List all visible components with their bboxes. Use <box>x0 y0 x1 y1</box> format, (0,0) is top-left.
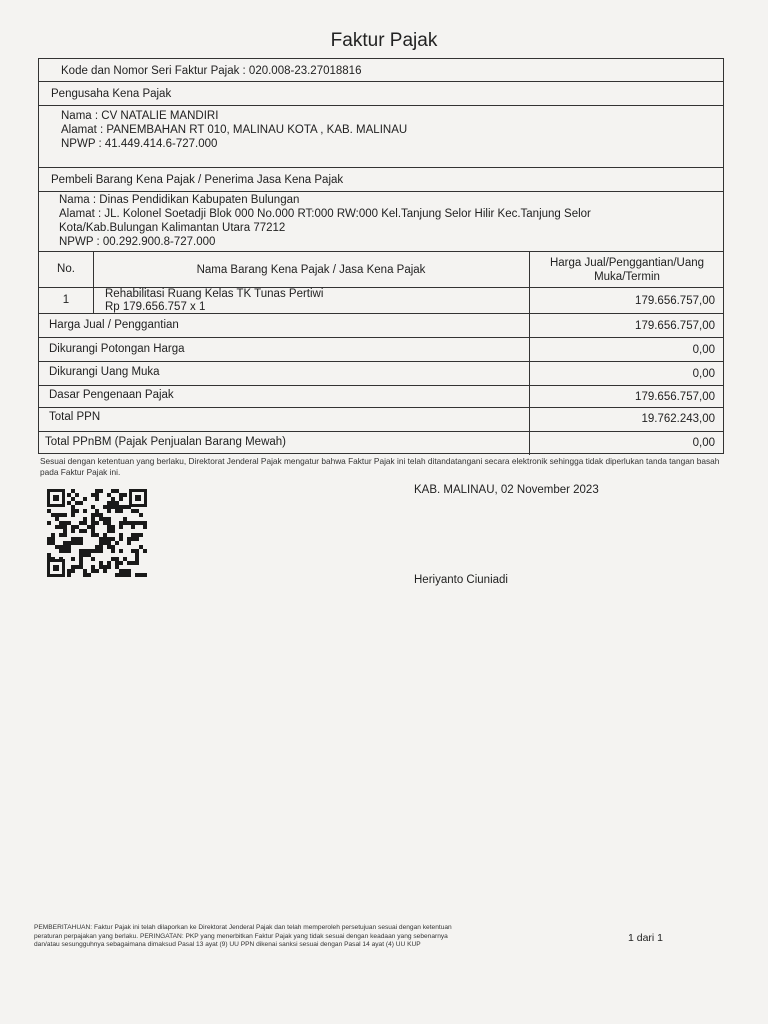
signer-name: Heriyanto Ciuniadi <box>414 574 508 586</box>
summary-value: 179.656.757,00 <box>635 320 715 332</box>
column-divider <box>93 251 94 313</box>
seller-address: Alamat : PANEMBAHAN RT 010, MALINAU KOTA , KAB. MALINAU <box>61 124 408 136</box>
page-number: 1 dari 1 <box>628 932 664 944</box>
faktur-number: Kode dan Nomor Seri Faktur Pajak : 020.008-23.27018816 <box>61 65 362 77</box>
footer-notice: PEMBERITAHUAN: Faktur Pajak ini telah dilaporkan ke Direktorat Jenderal Pajak dan telah memperoleh persetujuan sesuai dengan ketentuan peraturan perpajakan yang berlaku. PERINGATAN: PKP yang menerbitkan Faktur Pajak yang tidak sesuai dengan keadaan yang sebenarnya dan/atau sesungguhnya sebagaimana dimaksud Pasal 13 ayat (9) UU PPN dikenai sanksi sesuai dengan Pasal 14 ayat (4) UU KUP <box>34 924 452 948</box>
divider <box>39 385 723 386</box>
divider <box>39 105 723 106</box>
summary-label: Harga Jual / Penggantian <box>49 319 179 331</box>
summary-label: Total PPN <box>49 411 101 423</box>
buyer-npwp: NPWP : 00.292.900.8-727.000 <box>59 236 216 248</box>
summary-value: 0,00 <box>692 437 715 449</box>
column-divider <box>529 313 530 455</box>
buyer-address-line1: Alamat : JL. Kolonel Soetadji Blok 000 No.000 RT:000 RW:000 Kel.Tanjung Selor Hilir Kec.Tanjung Selor <box>59 208 591 220</box>
item-description: Rehabilitasi Ruang Kelas TK Tunas Pertiwi <box>105 288 324 300</box>
place-and-date: KAB. MALINAU, 02 November 2023 <box>414 484 599 496</box>
divider <box>39 81 723 82</box>
summary-label: Total PPnBM (Pajak Penjualan Barang Mewah) <box>45 436 286 448</box>
seller-npwp: NPWP : 41.449.414.6-727.000 <box>61 138 218 150</box>
seller-name: Nama : CV NATALIE MANDIRI <box>61 110 219 122</box>
buyer-address-line2: Kota/Kab.Bulungan Kalimantan Utara 77212 <box>59 222 286 234</box>
item-unit-price: Rp 179.656.757 x 1 <box>105 301 206 313</box>
column-header-price-line1: Harga Jual/Penggantian/Uang <box>549 257 705 269</box>
summary-value: 179.656.757,00 <box>635 391 715 403</box>
summary-label: Dikurangi Uang Muka <box>49 366 160 378</box>
divider <box>39 431 723 432</box>
item-price: 179.656.757,00 <box>635 295 715 307</box>
e-signature-note: Sesuai dengan ketentuan yang berlaku, Direktorat Jenderal Pajak mengatur bahwa Faktur Pajak ini telah ditandatangani secara elektronik sehingga tidak diperlukan tanda tangan basah pada Faktur Pajak ini. <box>40 456 720 477</box>
column-header-item: Nama Barang Kena Pajak / Jasa Kena Pajak <box>196 264 426 276</box>
qr-code-icon <box>45 487 149 579</box>
column-header-no: No. <box>57 263 75 275</box>
summary-value: 19.762.243,00 <box>641 413 715 425</box>
buyer-name: Nama : Dinas Pendidikan Kabupaten Bulungan <box>59 194 300 206</box>
invoice-table <box>38 58 724 454</box>
divider <box>39 167 723 168</box>
divider <box>39 407 723 408</box>
divider <box>39 251 723 252</box>
seller-heading: Pengusaha Kena Pajak <box>51 88 172 100</box>
summary-value: 0,00 <box>692 368 715 380</box>
divider <box>39 337 723 338</box>
summary-label: Dasar Pengenaan Pajak <box>49 389 174 401</box>
summary-label: Dikurangi Potongan Harga <box>49 343 185 355</box>
divider <box>39 191 723 192</box>
divider <box>39 361 723 362</box>
document-title: Faktur Pajak <box>330 30 438 51</box>
column-header-price-line2: Muka/Termin <box>594 271 660 283</box>
summary-value: 0,00 <box>692 344 715 356</box>
buyer-heading: Pembeli Barang Kena Pajak / Penerima Jasa Kena Pajak <box>51 174 344 186</box>
item-number: 1 <box>62 294 70 306</box>
